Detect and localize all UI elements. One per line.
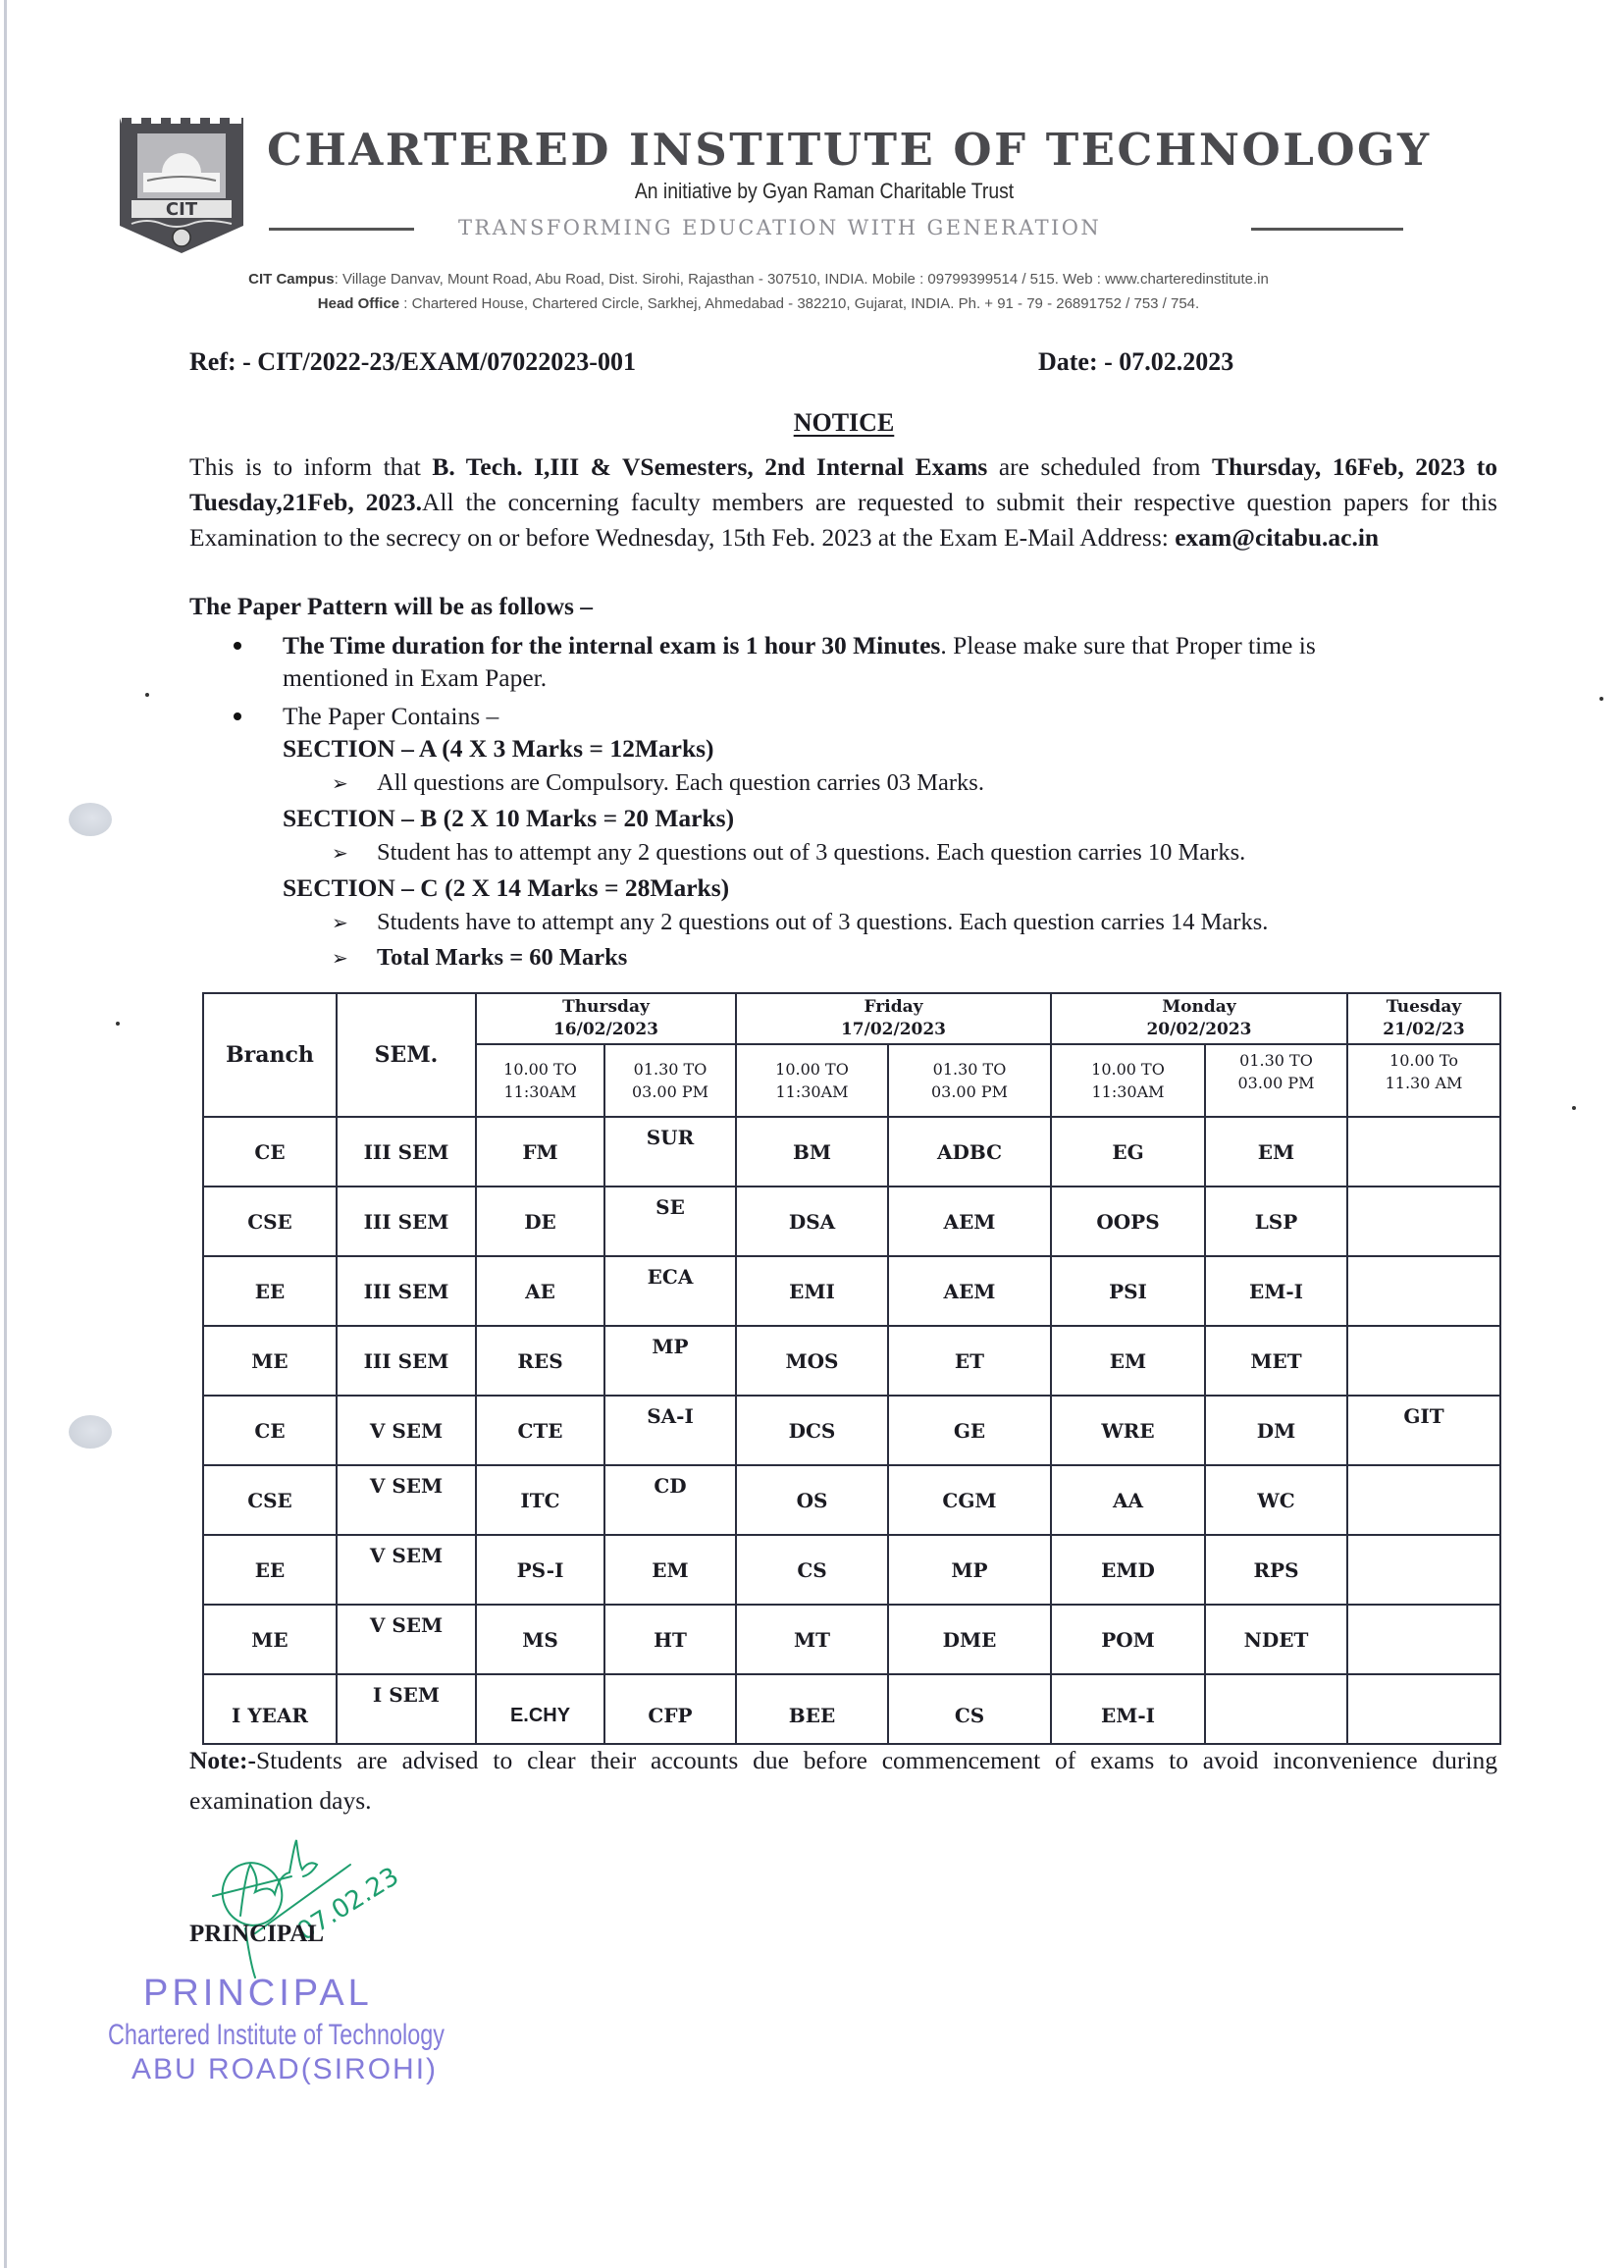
bullet-icon: [234, 642, 241, 650]
cell-subject: RES: [476, 1326, 604, 1396]
cell-branch: I YEAR: [203, 1674, 337, 1744]
cell-subject: SA-I: [604, 1396, 736, 1465]
section-detail-text: Student has to attempt any 2 questions out of 3 questions. Each question carries 10 Marks.: [377, 839, 1246, 866]
cell-sem: I SEM: [337, 1674, 476, 1744]
slot-mon-morning: [1051, 1044, 1205, 1117]
cell-subject: EMI: [736, 1256, 888, 1326]
cell-subject: EMD: [1051, 1535, 1205, 1605]
cell-subject: WRE: [1051, 1396, 1205, 1465]
tagline-row: [267, 216, 1405, 245]
cell-branch: CSE: [203, 1187, 337, 1256]
notice-date: Date: - 07.02.2023: [1038, 347, 1234, 376]
head-office-address-text: : Chartered House, Chartered Circle, Sarkhej, Ahmedabad - 382210, Gujarat, INDIA. Ph. + 91 - 79 - 26891752 / 753 / 754.: [399, 295, 1200, 312]
table-row: [203, 1396, 1500, 1465]
tagline-rule-left: [269, 228, 414, 231]
slot-line: 01.30 TO: [1239, 1051, 1313, 1070]
cell-subject: ADBC: [888, 1117, 1051, 1187]
section-c-heading: SECTION – C (2 X 14 Marks = 28Marks): [283, 873, 730, 902]
notice-title: NOTICE: [793, 408, 895, 437]
slot-line: 10.00 To: [1389, 1051, 1458, 1070]
signature-date: 07.02.23: [291, 1862, 404, 1947]
cell-subject: CD: [604, 1465, 736, 1535]
header-row-days: [203, 993, 1500, 1044]
day-date: 20/02/2023: [1146, 1020, 1252, 1039]
head-office-address: [106, 295, 1411, 312]
principal-signature-icon: [201, 1835, 525, 1982]
cell-subject: CS: [736, 1535, 888, 1605]
cell-subject: AE: [476, 1256, 604, 1326]
cell-branch: CSE: [203, 1465, 337, 1535]
scan-speck: [116, 1022, 120, 1026]
cell-subject: LSP: [1205, 1187, 1347, 1256]
day-date: 21/02/23: [1383, 1020, 1465, 1039]
section-b-heading: SECTION – B (2 X 10 Marks = 20 Marks): [283, 804, 735, 832]
cell-sem: III SEM: [337, 1256, 476, 1326]
cell-subject: AEM: [888, 1256, 1051, 1326]
note: [189, 1740, 1497, 1820]
cell-subject: BEE: [736, 1674, 888, 1744]
tagline: TRANSFORMING EDUCATION WITH GENERATION: [458, 216, 1102, 239]
cell-sem: V SEM: [337, 1535, 476, 1605]
table-row: [203, 1326, 1500, 1396]
cell-subject: DME: [888, 1605, 1051, 1674]
table-row: [203, 1674, 1500, 1744]
cell-sem: V SEM: [337, 1396, 476, 1465]
paper-pattern-heading: The Paper Pattern will be as follows –: [189, 592, 594, 620]
para-text: All the concerning faculty members are requested to submit their respective question papers for this Examination to the secrecy on or before Wednesday, 15th Feb. 2023 at the Exam E-Mail Address:: [189, 488, 1497, 552]
cell-subject: [1205, 1674, 1347, 1744]
cell-subject: ECA: [604, 1256, 736, 1326]
head-office-label: Head Office: [317, 295, 400, 312]
cell-subject: MET: [1205, 1326, 1347, 1396]
total-marks-text: Total Marks = 60 Marks: [377, 944, 628, 971]
slot-fri-afternoon: [888, 1044, 1051, 1117]
scan-edge: [4, 0, 7, 2268]
day-date: 16/02/2023: [552, 1020, 659, 1039]
table-row: [203, 1117, 1500, 1187]
notice-paragraph: [189, 449, 1497, 555]
cell-subject: FM: [476, 1117, 604, 1187]
arrow-bullet-icon: ➢: [332, 771, 348, 795]
header-day-tuesday: [1347, 993, 1500, 1044]
cell-subject: RPS: [1205, 1535, 1347, 1605]
cell-subject: CFP: [604, 1674, 736, 1744]
cell-subject: MP: [604, 1326, 736, 1396]
cell-subject: DCS: [736, 1396, 888, 1465]
cell-branch: EE: [203, 1535, 337, 1605]
cell-branch: CE: [203, 1117, 337, 1187]
institute-name: CHARTERED INSTITUTE OF TECHNOLOGY: [267, 124, 1432, 176]
para-bold-dates: Thursday, 16Feb, 2023 to Tuesday,21Feb, 2023.: [189, 452, 1497, 516]
table-row: [203, 1605, 1500, 1674]
cell-subject: NDET: [1205, 1605, 1347, 1674]
cell-subject: CTE: [476, 1396, 604, 1465]
slot-line: 03.00 PM: [930, 1082, 1009, 1101]
arrow-bullet-icon: ➢: [332, 911, 348, 934]
campus-address: [106, 271, 1411, 288]
institute-logo-icon: [118, 116, 245, 255]
stamp-line-1: PRINCIPAL: [143, 1973, 373, 2014]
duration-bold: The Time duration for the internal exam is 1 hour 30 Minutes: [283, 631, 941, 659]
arrow-bullet-icon: ➢: [332, 946, 348, 970]
cell-subject: EG: [1051, 1117, 1205, 1187]
cell-subject: GE: [888, 1396, 1051, 1465]
punch-hole: [69, 1415, 112, 1449]
cell-subject: MS: [476, 1605, 604, 1674]
campus-address-text: : Village Danvav, Mount Road, Abu Road, Dist. Sirohi, Rajasthan - 307510, INDIA. Mobile : 09799399514 / 515. Web : www.charteredinstitute.in: [334, 271, 1269, 288]
slot-line: 10.00 TO: [775, 1060, 849, 1079]
cell-subject: [1347, 1535, 1500, 1605]
section-detail-text: Students have to attempt any 2 questions out of 3 questions. Each question carries 14 Marks.: [377, 909, 1269, 935]
cell-subject: DSA: [736, 1187, 888, 1256]
table-row: [203, 1187, 1500, 1256]
punch-hole: [69, 803, 112, 836]
initiative-line: An initiative by Gyan Raman Charitable Trust: [634, 179, 1015, 203]
tagline-rule-right: [1251, 228, 1403, 231]
header-branch: Branch: [203, 993, 337, 1117]
slot-thu-afternoon: [604, 1044, 736, 1117]
arrow-bullet-icon: ➢: [332, 841, 348, 865]
cell-subject: CS: [888, 1674, 1051, 1744]
cell-subject: [1347, 1326, 1500, 1396]
slot-line: 03.00 PM: [631, 1082, 709, 1101]
header-day-monday: [1051, 993, 1347, 1044]
day-name: Friday: [864, 997, 923, 1017]
table-row: [203, 1535, 1500, 1605]
cell-branch: EE: [203, 1256, 337, 1326]
cell-subject: [1347, 1605, 1500, 1674]
section-a-heading: SECTION – A (4 X 3 Marks = 12Marks): [283, 734, 714, 763]
table-row: [203, 1256, 1500, 1326]
slot-mon-afternoon: [1205, 1044, 1347, 1117]
cell-subject: BM: [736, 1117, 888, 1187]
header-sem: SEM.: [337, 993, 476, 1117]
para-text: are scheduled from: [987, 452, 1213, 481]
cell-subject: MP: [888, 1535, 1051, 1605]
cell-subject: [1347, 1117, 1500, 1187]
cell-subject: OS: [736, 1465, 888, 1535]
scan-speck: [1572, 1106, 1576, 1110]
slot-line: 01.30 TO: [932, 1060, 1007, 1079]
cell-subject: PSI: [1051, 1256, 1205, 1326]
cell-subject: SUR: [604, 1117, 736, 1187]
slot-line: 10.00 TO: [1091, 1060, 1165, 1079]
scan-speck: [1599, 697, 1603, 701]
campus-label: CIT Campus: [248, 271, 335, 288]
note-label: Note:-: [189, 1746, 256, 1774]
cell-subject: EM: [1051, 1326, 1205, 1396]
slot-line: 01.30 TO: [633, 1060, 707, 1079]
stamp-line-3: ABU ROAD(SIROHI): [131, 2053, 439, 2085]
slot-line: 11:30AM: [775, 1082, 849, 1101]
reference-number: Ref: - CIT/2022-23/EXAM/07022023-001: [189, 347, 636, 376]
exam-email: exam@citabu.ac.in: [1175, 523, 1380, 552]
bullet-icon: [234, 712, 241, 720]
cell-subject: EM: [1205, 1117, 1347, 1187]
note-text: Students are advised to clear their accounts due before commencement of exams to avoid inconvenience during examination days.: [189, 1746, 1497, 1815]
cell-subject: EM: [604, 1535, 736, 1605]
cell-sem: III SEM: [337, 1326, 476, 1396]
cell-sem: V SEM: [337, 1605, 476, 1674]
cell-subject: POM: [1051, 1605, 1205, 1674]
slot-line: 10.00 TO: [503, 1060, 577, 1079]
cell-subject: OOPS: [1051, 1187, 1205, 1256]
total-marks: [332, 944, 627, 972]
cell-branch: CE: [203, 1396, 337, 1465]
section-b-detail: [332, 839, 1245, 867]
cell-subject: EM-I: [1051, 1674, 1205, 1744]
day-name: Monday: [1162, 997, 1236, 1017]
section-detail-text: All questions are Compulsory. Each question carries 03 Marks.: [377, 769, 984, 796]
slot-line: 11:30AM: [1091, 1082, 1165, 1101]
exam-timetable: [202, 992, 1501, 1745]
table-row: [203, 1465, 1500, 1535]
cell-subject: [1347, 1465, 1500, 1535]
cell-subject: SE: [604, 1187, 736, 1256]
duration-continuation: mentioned in Exam Paper.: [283, 663, 548, 692]
slot-line: 11.30 AM: [1385, 1074, 1463, 1092]
cell-subject: EM-I: [1205, 1256, 1347, 1326]
cell-branch: ME: [203, 1326, 337, 1396]
scan-speck: [145, 693, 149, 697]
cell-sem: III SEM: [337, 1117, 476, 1187]
cell-subject: DE: [476, 1187, 604, 1256]
cell-subject: PS-I: [476, 1535, 604, 1605]
cell-sem: V SEM: [337, 1465, 476, 1535]
stamp-line-2: Chartered Institute of Technology: [108, 2019, 445, 2051]
principal-label: PRINCIPAL: [189, 1921, 325, 1947]
cell-subject: MT: [736, 1605, 888, 1674]
duration-rest: . Please make sure that Proper time is: [940, 631, 1316, 659]
section-c-detail: [332, 909, 1268, 936]
cell-subject: AEM: [888, 1187, 1051, 1256]
cell-subject: [1347, 1256, 1500, 1326]
day-name: Thursday: [562, 997, 650, 1017]
header-day-thursday: [476, 993, 736, 1044]
slot-line: 11:30AM: [503, 1082, 577, 1101]
day-date: 17/02/2023: [840, 1020, 947, 1039]
slot-fri-morning: [736, 1044, 888, 1117]
cell-subject: ITC: [476, 1465, 604, 1535]
slot-tue-morning: [1347, 1044, 1500, 1117]
cell-subject: AA: [1051, 1465, 1205, 1535]
header-day-friday: [736, 993, 1051, 1044]
cell-subject: CGM: [888, 1465, 1051, 1535]
cell-subject: GIT: [1347, 1396, 1500, 1465]
cell-subject: MOS: [736, 1326, 888, 1396]
svg-text:CIT: CIT: [165, 199, 198, 220]
cell-subject: DM: [1205, 1396, 1347, 1465]
bullet-text: The Paper Contains –: [283, 702, 499, 730]
section-a-detail: [332, 769, 984, 797]
cell-subject: [1347, 1674, 1500, 1744]
cell-subject: WC: [1205, 1465, 1347, 1535]
cell-subject: ET: [888, 1326, 1051, 1396]
cell-subject: HT: [604, 1605, 736, 1674]
cell-sem: III SEM: [337, 1187, 476, 1256]
cell-subject: E.CHY: [476, 1674, 604, 1744]
para-bold-exams: B. Tech. I,III & VSemesters, 2nd Internal Exams: [432, 452, 988, 481]
para-text: This is to inform that: [189, 452, 433, 481]
cell-subject: [1347, 1187, 1500, 1256]
slot-line: 03.00 PM: [1237, 1074, 1315, 1092]
bullet-text: [283, 628, 1509, 663]
day-name: Tuesday: [1386, 997, 1462, 1017]
cell-branch: ME: [203, 1605, 337, 1674]
slot-thu-morning: [476, 1044, 604, 1117]
